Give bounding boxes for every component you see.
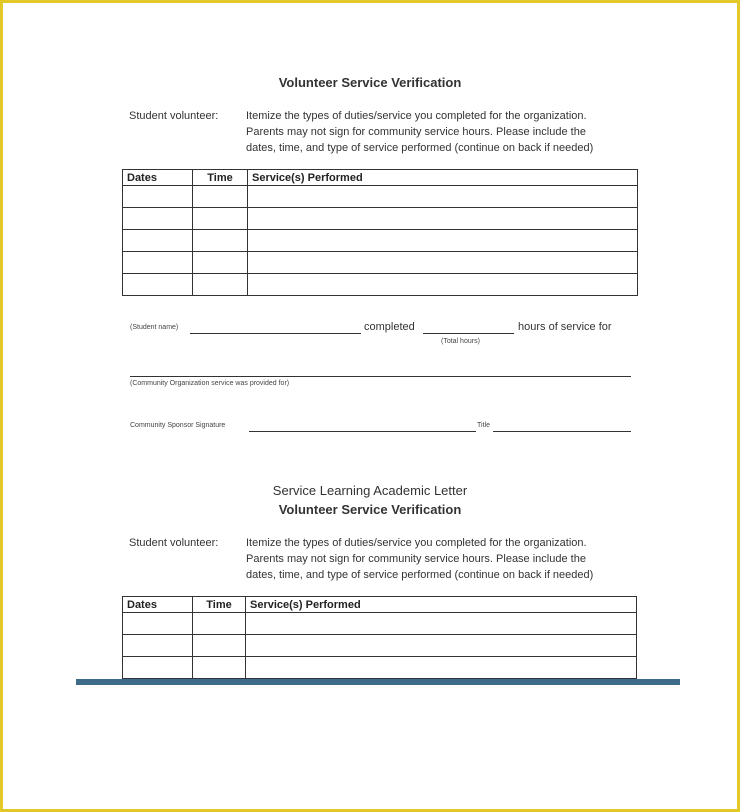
col-header-time: Time	[193, 597, 246, 613]
col-header-time: Time	[193, 170, 248, 186]
title-label: Title	[477, 422, 490, 429]
instruction-line: Itemize the types of duties/service you completed for the organization.	[246, 537, 587, 549]
time-cell[interactable]	[193, 186, 248, 208]
time-cell[interactable]	[193, 613, 246, 635]
time-cell[interactable]	[193, 208, 248, 230]
sponsor-signature-label: Community Sponsor Signature	[130, 422, 226, 429]
organization-field[interactable]	[130, 376, 631, 377]
col-header-services: Service(s) Performed	[248, 170, 638, 186]
total-hours-label: (Total hours)	[441, 338, 480, 345]
total-hours-field[interactable]	[423, 333, 514, 334]
section2-instructions	[246, 535, 593, 583]
table-row	[123, 613, 637, 635]
instruction-line: Parents may not sign for community service hours. Please include the	[246, 126, 586, 138]
table-row	[123, 657, 637, 679]
table-row	[123, 230, 638, 252]
dates-cell[interactable]	[123, 657, 193, 679]
service-cell[interactable]	[248, 208, 638, 230]
time-cell[interactable]	[193, 230, 248, 252]
footer-divider-bar	[76, 679, 680, 685]
table-row	[123, 252, 638, 274]
dates-cell[interactable]	[123, 230, 193, 252]
section2-student-label: Student volunteer:	[129, 537, 219, 549]
service-cell[interactable]	[248, 186, 638, 208]
completed-label: completed	[364, 321, 415, 333]
sponsor-signature-field[interactable]	[249, 431, 476, 432]
section2-title-line1: Service Learning Academic Letter	[272, 483, 468, 498]
dates-cell[interactable]	[123, 186, 193, 208]
service-cell[interactable]	[246, 613, 637, 635]
section1-student-label: Student volunteer:	[129, 110, 219, 122]
title-field[interactable]	[493, 431, 631, 432]
time-cell[interactable]	[193, 274, 248, 296]
time-cell[interactable]	[193, 635, 246, 657]
table-row	[123, 274, 638, 296]
section2-title-line2: Volunteer Service Verification	[278, 502, 462, 517]
service-cell[interactable]	[248, 252, 638, 274]
section2-table-clip	[122, 596, 638, 679]
section1-service-table	[122, 169, 638, 296]
instruction-line: Itemize the types of duties/service you completed for the organization.	[246, 110, 587, 122]
instruction-line: dates, time, and type of service performed (continue on back if needed)	[246, 569, 594, 581]
instruction-line: dates, time, and type of service performed (continue on back if needed)	[246, 142, 594, 154]
table-row	[123, 208, 638, 230]
service-cell[interactable]	[248, 230, 638, 252]
time-cell[interactable]	[193, 657, 246, 679]
organization-label: (Community Organization service was provided for)	[130, 380, 290, 387]
table-row	[123, 635, 637, 657]
section1-instructions	[246, 108, 593, 156]
service-cell[interactable]	[248, 274, 638, 296]
dates-cell[interactable]	[123, 635, 193, 657]
col-header-dates: Dates	[123, 170, 193, 186]
student-name-label: (Student name)	[130, 324, 179, 331]
col-header-dates: Dates	[123, 597, 193, 613]
time-cell[interactable]	[193, 252, 248, 274]
dates-cell[interactable]	[123, 274, 193, 296]
hours-of-service-label: hours of service for	[518, 321, 612, 333]
dates-cell[interactable]	[123, 252, 193, 274]
table-row	[123, 186, 638, 208]
dates-cell[interactable]	[123, 208, 193, 230]
dates-cell[interactable]	[123, 613, 193, 635]
student-name-field[interactable]	[190, 333, 361, 334]
service-cell[interactable]	[246, 635, 637, 657]
section1-title: Volunteer Service Verification	[278, 75, 462, 90]
section2-service-table	[122, 596, 637, 679]
instruction-line: Parents may not sign for community service hours. Please include the	[246, 553, 586, 565]
service-cell[interactable]	[246, 657, 637, 679]
col-header-services: Service(s) Performed	[246, 597, 637, 613]
